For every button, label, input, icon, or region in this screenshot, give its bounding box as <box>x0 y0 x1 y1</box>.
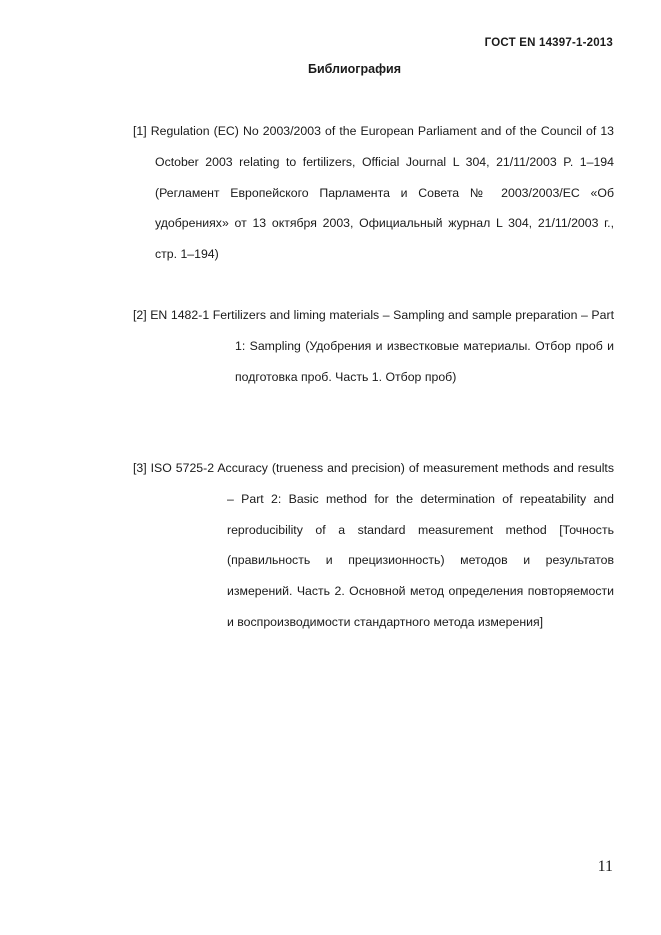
page-number: 11 <box>597 858 613 875</box>
reference-item-3 <box>133 453 614 638</box>
reference-item-1 <box>133 116 614 270</box>
reference-text: [1] Regulation (EC) No 2003/2003 of the European Parliament and of the Council of 13 October 2003 relating to fertilizers, Official Journal L 304, 21/11/2003 P. 1–194 (Регламент Европейского Парламента и Совета № 2003/2003/EC «Об удобрениях» от 13 октября 2003, Официальный журнал L 304, 21/11/2003 г., стр. 1–194) <box>133 124 614 262</box>
reference-text: [3] ISO 5725-2 Accuracy (trueness and precision) of measurement methods and results – Part 2: Basic method for the determination of repeatability and reproducibility of a standard measurement method [Точность (правильность и прецизионность) методов и результатов измерений. Часть 2. Основной метод определения повторяемости и воспроизводимости стандартного метода измерения] <box>133 461 614 629</box>
reference-text: [2] EN 1482-1 Fertilizers and liming materials – Sampling and sample preparation – Part 1: Sampling (Удобрения и известковые материалы. Отбор проб и подготовка проб. Часть 1. Отбор проб) <box>133 308 614 384</box>
reference-item-2 <box>133 300 614 392</box>
page-title: Библиография <box>307 62 402 76</box>
document-code: ГОСТ EN 14397-1-2013 <box>484 37 613 49</box>
